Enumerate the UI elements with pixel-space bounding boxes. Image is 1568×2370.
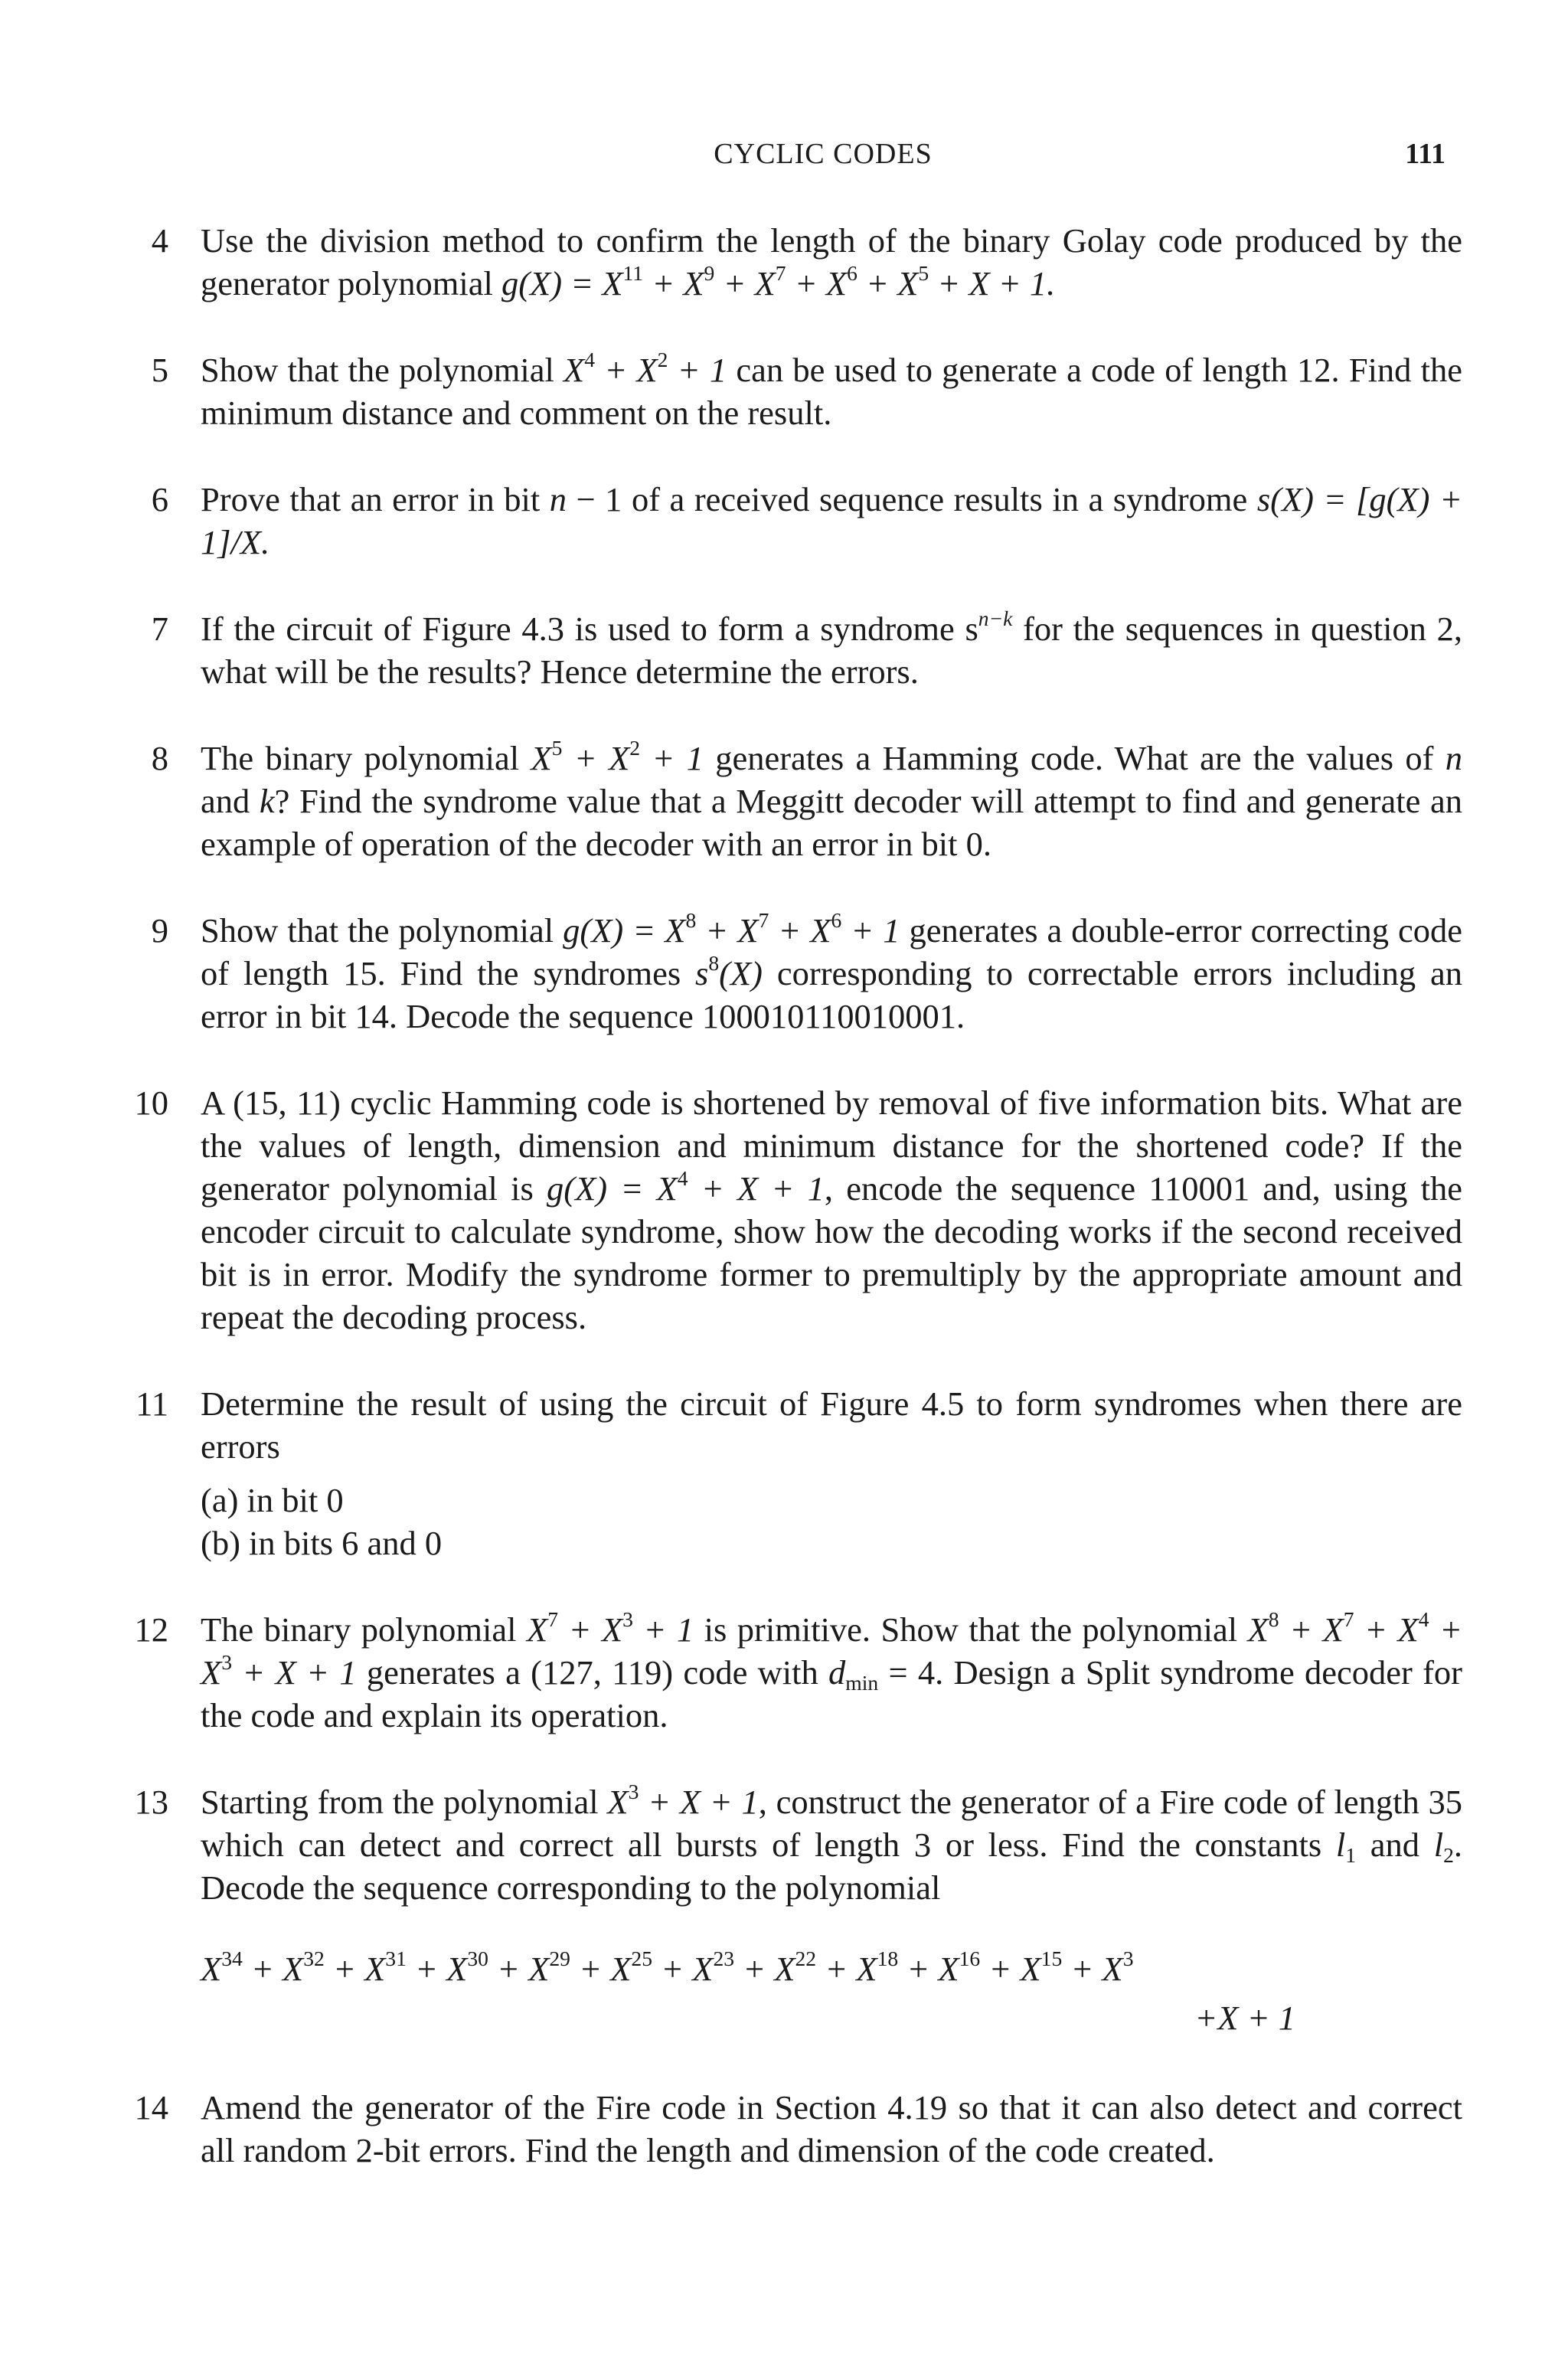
term: X — [446, 1950, 468, 1988]
term: X — [1102, 1950, 1123, 1988]
problem-5 — [84, 348, 1462, 434]
exponent: 18 — [877, 1946, 899, 1970]
term: g(X) = X — [563, 911, 686, 950]
subscript: 1 — [1345, 1843, 1357, 1868]
problem-sentence: generates a Hamming code. What are the values of — [703, 739, 1446, 777]
term: + X + 1 — [231, 1653, 357, 1692]
sub-question-a: (a) in bit 0 — [201, 1481, 344, 1519]
term: X — [283, 1950, 304, 1988]
exponent: 7 — [758, 907, 769, 932]
problem-sentence: The binary polynomial — [201, 1610, 527, 1649]
problem-sentence: ? Find the syndrome value that a Meggitt decoder will attempt to find and generate an example of operation of the decoder with an error in bit 0. — [201, 782, 1462, 863]
exponent: 9 — [704, 260, 715, 285]
problem-12 — [84, 1608, 1462, 1737]
constant-l2 — [1433, 1826, 1454, 1868]
problem-11 — [84, 1382, 1462, 1564]
display-polynomial-line-1 — [201, 1944, 1462, 1993]
term: + X — [769, 911, 831, 950]
plus-sign: + — [406, 1950, 447, 1988]
term: + 1 — [632, 1610, 694, 1649]
problem-number: 9 — [151, 911, 168, 950]
exponent: 3 — [221, 1649, 232, 1674]
term: + X — [857, 264, 919, 302]
term: + 1 — [668, 351, 727, 389]
exponent: 5 — [551, 735, 563, 760]
problem-14 — [84, 2086, 1462, 2172]
exponent: 5 — [918, 260, 929, 285]
primitive-polynomial — [527, 1607, 694, 1649]
problem-sentence: for the sequences in question 2, what will be the results? Hence determine the errors. — [201, 610, 1462, 691]
exponent: 22 — [795, 1946, 817, 1970]
problem-sentence: , construct the generator of a Fire code of length 35 which can detect and correct all bursts of length 3 or less. Find the constants — [201, 1783, 1462, 1864]
term: + X — [643, 264, 704, 302]
term: + 1 — [841, 911, 900, 950]
exponent: 7 — [547, 1607, 558, 1631]
polynomial — [563, 907, 900, 950]
exponent: 3 — [1122, 1946, 1134, 1970]
term: X — [774, 1950, 795, 1988]
problem-text: Amend the generator of the Fire code in Section 4.19 so that it can also detect and correct all random 2-bit errors. Find the length and dimension of the code created. — [201, 2088, 1462, 2169]
term: (X) — [719, 954, 763, 992]
term: X — [610, 1950, 632, 1988]
plus-sign: + — [488, 1950, 529, 1988]
term: l — [1433, 1826, 1444, 1864]
term: X — [1247, 1610, 1269, 1649]
exponent: 4 — [677, 1165, 688, 1190]
term: + X — [557, 1610, 623, 1649]
exponent: 32 — [303, 1946, 325, 1970]
problem-number: 4 — [151, 221, 168, 260]
problem-sentence: Show that the polynomial — [201, 911, 564, 950]
golay-generator-polynomial — [501, 260, 1056, 302]
plus-sign: + — [242, 1950, 283, 1988]
problem-sentence: is primitive. Show that the polynomial — [694, 1610, 1248, 1649]
term: X — [527, 1610, 548, 1649]
problem-number: 12 — [134, 1610, 168, 1649]
term: X — [607, 1783, 629, 1821]
term: g(X) = X — [501, 264, 623, 302]
problem-sentence: Show that the polynomial — [201, 351, 564, 389]
term: X — [531, 739, 552, 777]
exponent: 34 — [221, 1946, 243, 1970]
exponent: 16 — [959, 1946, 981, 1970]
exponent: 23 — [713, 1946, 735, 1970]
problem-sentence: and — [201, 782, 260, 820]
term: X — [1020, 1950, 1041, 1988]
problem-sentence: The binary polynomial — [201, 739, 531, 777]
term: X — [564, 351, 585, 389]
exponent: 30 — [467, 1946, 488, 1970]
problem-number: 6 — [151, 480, 168, 518]
exponent: 2 — [629, 735, 641, 760]
syndrome-formula: s(X) = [g(X) + 1]/X. — [201, 480, 1462, 561]
problem-sentence: Starting from the polynomial — [201, 1783, 608, 1821]
problem-sentence: A (15, 11) cyclic Hamming code is shortened by removal of five information bits. What are the values of length, dimension and minimum distance for the shortened code? If the generator polynomial is — [201, 1084, 1462, 1208]
problem-number: 10 — [134, 1084, 168, 1122]
problem-sentence: . Decode the sequence corresponding to the polynomial — [201, 1826, 1462, 1907]
exponent: 6 — [847, 260, 858, 285]
problem-13 — [84, 1780, 1462, 2042]
constant-l1 — [1335, 1826, 1357, 1868]
exponent: 7 — [1343, 1607, 1354, 1631]
running-head — [201, 135, 1446, 173]
problem-9 — [84, 909, 1462, 1038]
exponent: 11 — [622, 260, 644, 285]
exponent: 6 — [831, 907, 842, 932]
problem-number: 8 — [151, 739, 168, 777]
exponent: 4 — [1418, 1607, 1429, 1631]
syndrome-symbol — [695, 950, 763, 992]
problem-sentence: Prove that an error in bit — [201, 480, 550, 518]
problem-text: Determine the result of using the circuit of Figure 4.5 to form syndromes when there are errors — [201, 1384, 1462, 1466]
term: + X — [714, 264, 776, 302]
exponent: 8 — [1268, 1607, 1279, 1631]
term: + X — [1354, 1610, 1419, 1649]
subscript: 2 — [1443, 1843, 1454, 1868]
subscript: min — [845, 1671, 879, 1695]
polynomial — [564, 347, 727, 389]
problem-sentence: can be used to generate a code of length 12. Find the minimum distance and comment on the result. — [201, 351, 1463, 432]
term: + X + 1 — [688, 1169, 825, 1208]
sub-question-list — [201, 1479, 1462, 1564]
variable-n: n — [549, 480, 567, 518]
chapter-title: CYCLIC CODES — [714, 138, 933, 170]
problem-sentence: generates a double-error correcting code of length 15. Find the syndromes — [201, 911, 1463, 992]
problem-4 — [84, 219, 1462, 305]
plus-sign: + — [570, 1950, 611, 1988]
problem-text — [201, 219, 1462, 305]
term: X — [364, 1950, 386, 1988]
display-polynomial — [201, 1944, 1462, 2042]
plus-sign: + — [816, 1950, 857, 1988]
problem-8 — [84, 737, 1462, 865]
problem-sentence: − 1 of a received sequence results in a syndrome — [567, 480, 1257, 518]
exponent: 4 — [584, 347, 596, 371]
problem-number: 7 — [151, 610, 168, 648]
problem-7 — [84, 607, 1462, 693]
problem-text — [201, 737, 1462, 865]
exponent: n−k — [978, 606, 1013, 630]
problem-number: 13 — [134, 1783, 168, 1821]
problem-sentence: If the circuit of Figure 4.3 is used to form a syndrome s — [201, 610, 978, 648]
problem-list — [84, 219, 1462, 2215]
exponent: 25 — [631, 1946, 652, 1970]
term: l — [1335, 1826, 1346, 1864]
problem-sentence: generates a (127, 119) code with — [356, 1653, 829, 1692]
polynomial — [547, 1165, 825, 1208]
page-number: 111 — [1405, 138, 1446, 170]
term: s — [695, 954, 709, 992]
term: + X — [201, 1610, 1463, 1692]
term: X — [856, 1950, 877, 1988]
problem-sentence: = 4. Design a Split syndrome decoder for the code and explain its operation. — [201, 1653, 1463, 1734]
plus-sign: + — [1062, 1950, 1102, 1988]
problem-10 — [84, 1081, 1462, 1339]
problem-text — [201, 909, 1462, 1038]
problem-text — [201, 1780, 1462, 1909]
plus-sign: + — [652, 1950, 693, 1988]
problem-6 — [84, 478, 1462, 564]
variable-k: k — [259, 782, 275, 820]
polynomial — [607, 1779, 759, 1821]
term: X — [692, 1950, 714, 1988]
exponent: 3 — [622, 1607, 633, 1631]
variable-n: n — [1445, 739, 1463, 777]
exponent: 8 — [685, 907, 697, 932]
problem-text — [201, 478, 1462, 564]
display-polynomial-line-2: +X + 1 — [1194, 1999, 1295, 2037]
problem-number: 14 — [134, 2088, 168, 2126]
term: + X — [595, 351, 658, 389]
term: g(X) = X — [547, 1169, 678, 1208]
plus-sign: + — [324, 1950, 365, 1988]
exponent: 3 — [628, 1779, 639, 1803]
problem-number: 5 — [151, 351, 168, 389]
exponent: 31 — [385, 1946, 407, 1970]
exponent: 15 — [1040, 1946, 1063, 1970]
problem-text — [201, 607, 1462, 693]
exponent: 8 — [708, 950, 720, 975]
problem-sentence: corresponding to correctable errors including an error in bit 14. Decode the sequence 100010110010001. — [201, 954, 1462, 1035]
term: + X + 1 — [639, 1783, 759, 1821]
problem-text — [201, 1081, 1462, 1339]
plus-sign: + — [898, 1950, 939, 1988]
sub-question-b: (b) in bits 6 and 0 — [201, 1524, 443, 1562]
term: + X — [562, 739, 630, 777]
exponent: 29 — [549, 1946, 570, 1970]
term: + 1 — [640, 739, 704, 777]
term: + X — [696, 911, 759, 950]
problem-sentence: and — [1356, 1826, 1434, 1864]
term: X — [938, 1950, 959, 1988]
polynomial — [531, 735, 704, 777]
d-min — [828, 1653, 879, 1695]
term: X — [201, 1950, 222, 1988]
plus-sign: + — [980, 1950, 1021, 1988]
problem-sentence: , encode the sequence 110001 and, using the encoder circuit to calculate syndrome, show how the decoding works if the second received bit is in error. Modify the syndrome former to premultiply by the appropriate amount and repeat the decoding process. — [201, 1169, 1463, 1336]
exponent: 2 — [657, 347, 668, 371]
problem-text — [201, 1608, 1462, 1737]
term: + X + 1. — [929, 264, 1056, 302]
problem-sentence: Use the division method to confirm the length of the binary Golay code produced by the generator polynomial — [201, 221, 1462, 302]
exponent: 7 — [775, 260, 786, 285]
term: + X — [1279, 1610, 1344, 1649]
plus-sign: + — [734, 1950, 775, 1988]
problem-text — [201, 348, 1462, 434]
problem-number: 11 — [136, 1384, 168, 1423]
term: + X — [786, 264, 848, 302]
term: X — [528, 1950, 550, 1988]
term: d — [828, 1653, 846, 1692]
